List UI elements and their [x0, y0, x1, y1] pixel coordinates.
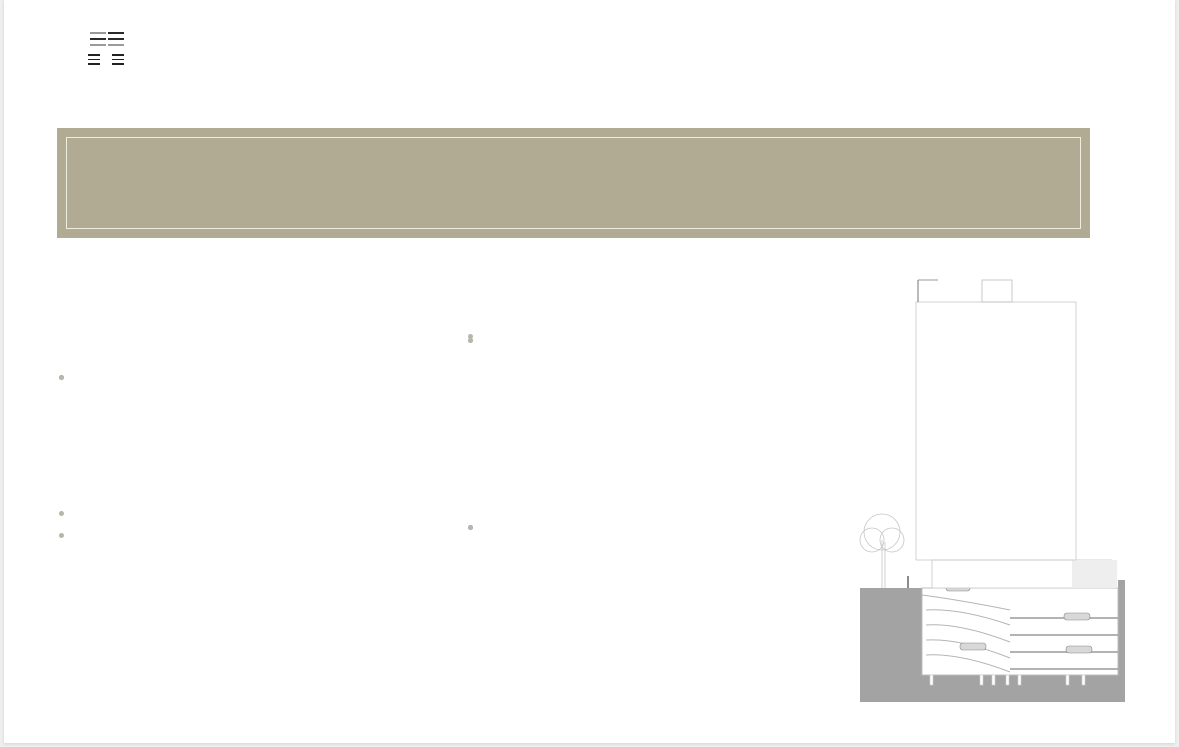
logo-lines-left-icon [88, 54, 100, 65]
brand-logo [40, 32, 172, 71]
building-section-drawing [850, 270, 1130, 705]
cimentacion-list [59, 500, 424, 522]
albanilerias-list [468, 323, 888, 327]
page [4, 0, 1175, 743]
brand-name [40, 54, 172, 65]
logo-mark-icon [42, 32, 172, 46]
banner-text [66, 137, 1081, 229]
intro-banner [57, 128, 1090, 238]
logo-lines-right-icon [112, 54, 124, 65]
